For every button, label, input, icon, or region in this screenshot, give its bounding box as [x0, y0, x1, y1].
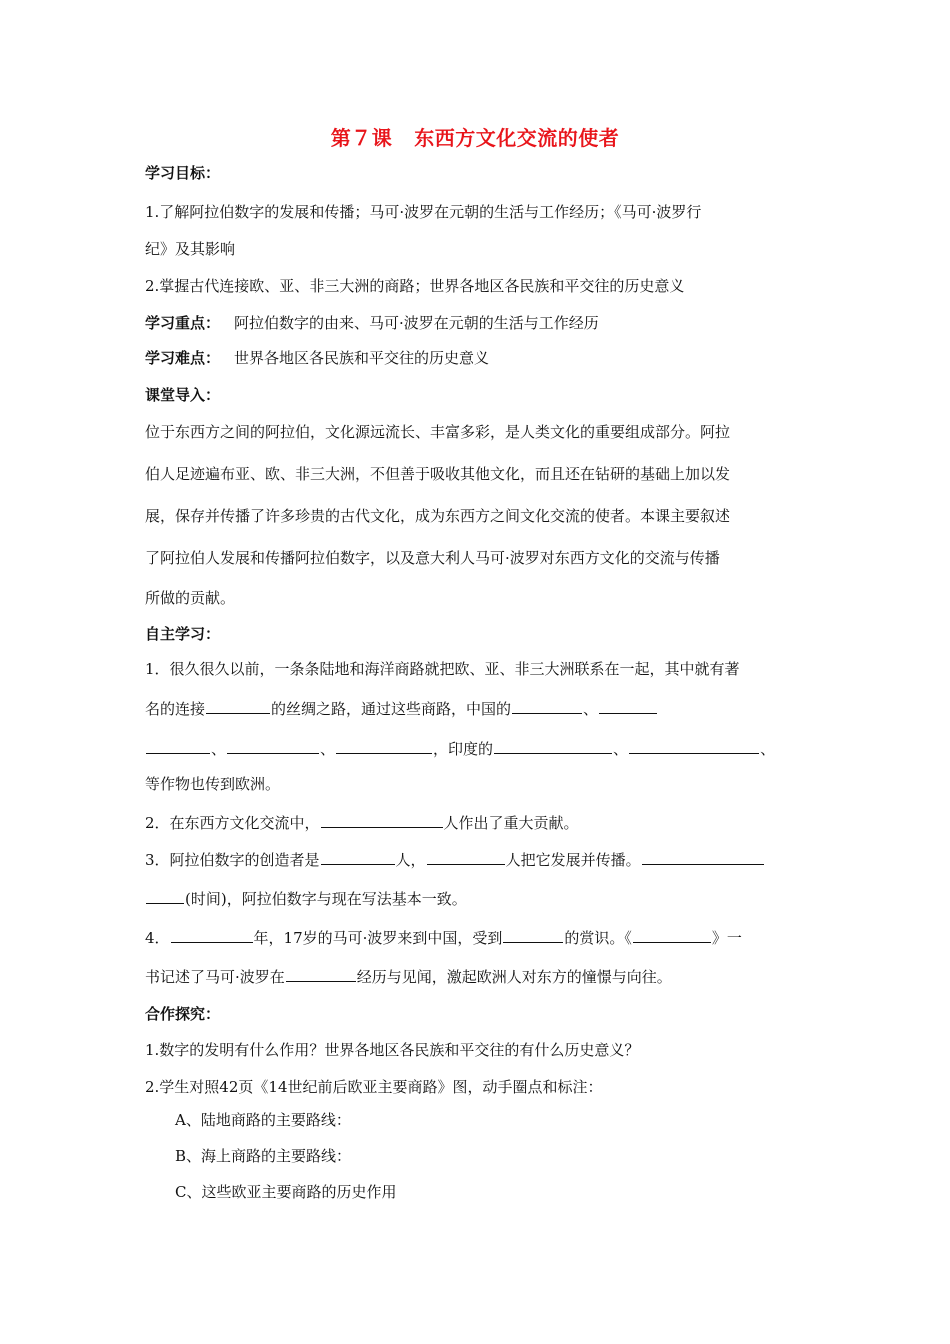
difficulties	[145, 348, 489, 368]
q1-text: 的丝绸之路，通过这些商路，中国的	[271, 700, 512, 718]
q3-text: 人，	[395, 851, 426, 869]
objective-1-line-2: 纪》及其影响	[145, 240, 236, 258]
q1-line-2	[145, 698, 658, 719]
fill-blank[interactable]	[171, 927, 253, 943]
separator: 、	[760, 740, 776, 758]
q4-text: 书记述了马可·波罗在	[145, 968, 285, 986]
q2-text: 2．在东西方文化交流中，	[145, 814, 320, 832]
q4-text: 经历与见闻，激起欧洲人对东方的憧憬与向往。	[356, 968, 672, 986]
fill-blank[interactable]	[494, 738, 612, 754]
intro-line: 位于东西方之间的阿拉伯，文化源远流长、丰富多彩，是人类文化的重要组成部分。阿拉	[145, 423, 731, 441]
intro-heading: 课堂导入：	[145, 386, 221, 404]
fill-blank[interactable]	[206, 698, 270, 714]
cooperation-q1: 1.数字的发明有什么作用？世界各地区各民族和平交往的有什么历史意义？	[145, 1041, 640, 1059]
q2-text: 人作出了重大贡献。	[443, 814, 579, 832]
intro-line: 伯人足迹遍布亚、欧、非三大洲，不但善于吸收其他文化，而且还在钻研的基础上加以发	[145, 465, 731, 483]
fill-blank[interactable]	[227, 738, 319, 754]
q4-text: 4．	[145, 929, 170, 947]
objectives-heading: 学习目标：	[145, 164, 221, 182]
lesson-number: 第７课	[330, 126, 393, 150]
fill-blank[interactable]	[286, 966, 356, 982]
objective-1-line-1: 1.了解阿拉伯数字的发展和传播；马可·波罗在元朝的生活与工作经历；《马可·波罗行	[145, 203, 702, 221]
lesson-title	[0, 122, 950, 151]
cooperation-sub-c: C、这些欧亚主要商路的历史作用	[175, 1183, 397, 1201]
key-points-label: 学习重点：	[145, 314, 221, 332]
fill-blank[interactable]	[427, 849, 505, 865]
q3-line-1	[145, 849, 765, 870]
separator: 、	[613, 740, 629, 758]
fill-blank[interactable]	[503, 927, 563, 943]
self-study-heading: 自主学习：	[145, 625, 221, 643]
q1-text: 名的连接	[145, 700, 206, 718]
q4-text: 》一	[711, 929, 742, 947]
lesson-name: 东西方文化交流的使者	[414, 126, 620, 150]
key-points	[145, 313, 599, 333]
fill-blank[interactable]	[336, 738, 432, 754]
cooperation-sub-b: B、海上商路的主要路线：	[175, 1147, 352, 1165]
separator: 、	[583, 700, 599, 718]
intro-line: 所做的贡献。	[145, 589, 236, 607]
fill-blank[interactable]	[321, 849, 395, 865]
cooperation-sub-a: A、陆地商路的主要路线：	[175, 1111, 351, 1129]
fill-blank[interactable]	[642, 849, 764, 865]
separator: 、	[320, 740, 336, 758]
fill-blank[interactable]	[321, 812, 443, 828]
key-points-text: 阿拉伯数字的由来、马可·波罗在元朝的生活与工作经历	[234, 314, 599, 332]
fill-blank[interactable]	[629, 738, 759, 754]
q1-line-4: 等作物也传到欧洲。	[145, 775, 281, 793]
fill-blank[interactable]	[633, 927, 711, 943]
fill-blank[interactable]	[146, 888, 184, 904]
objective-2: 2.掌握古代连接欧、亚、非三大洲的商路；世界各地区各民族和平交往的历史意义	[145, 277, 685, 295]
fill-blank[interactable]	[146, 738, 210, 754]
q1-line-1: 1．很久很久以前，一条条陆地和海洋商路就把欧、亚、非三大洲联系在一起，其中就有著	[145, 660, 740, 678]
q4-line-1	[145, 927, 742, 948]
separator: 、	[211, 740, 227, 758]
q2-line	[145, 812, 579, 833]
cooperation-q2: 2.学生对照42页《14世纪前后欧亚主要商路》图，动手圈点和标注：	[145, 1078, 603, 1096]
q4-line-2	[145, 966, 672, 987]
intro-line: 展，保存并传播了许多珍贵的古代文化，成为东西方之间文化交流的使者。本课主要叙述	[145, 507, 731, 525]
q3-line-2	[145, 888, 467, 909]
fill-blank[interactable]	[599, 698, 657, 714]
q4-text: 年，17岁的马可·波罗来到中国，受到	[253, 929, 503, 947]
q4-text: 的赏识。《	[564, 929, 632, 947]
difficulties-text: 世界各地区各民族和平交往的历史意义	[234, 349, 490, 367]
q3-text: (时间)，阿拉伯数字与现在写法基本一致。	[185, 890, 467, 908]
intro-line: 了阿拉伯人发展和传播阿拉伯数字，以及意大利人马可·波罗对东西方文化的交流与传播	[145, 549, 720, 567]
difficulties-label: 学习难点：	[145, 349, 221, 367]
cooperation-heading: 合作探究：	[145, 1005, 221, 1023]
q1-text: ，印度的	[433, 740, 494, 758]
q3-text: 3．阿拉伯数字的创造者是	[145, 851, 320, 869]
q3-text: 人把它发展并传播。	[505, 851, 641, 869]
q1-line-3	[145, 738, 775, 759]
fill-blank[interactable]	[512, 698, 582, 714]
